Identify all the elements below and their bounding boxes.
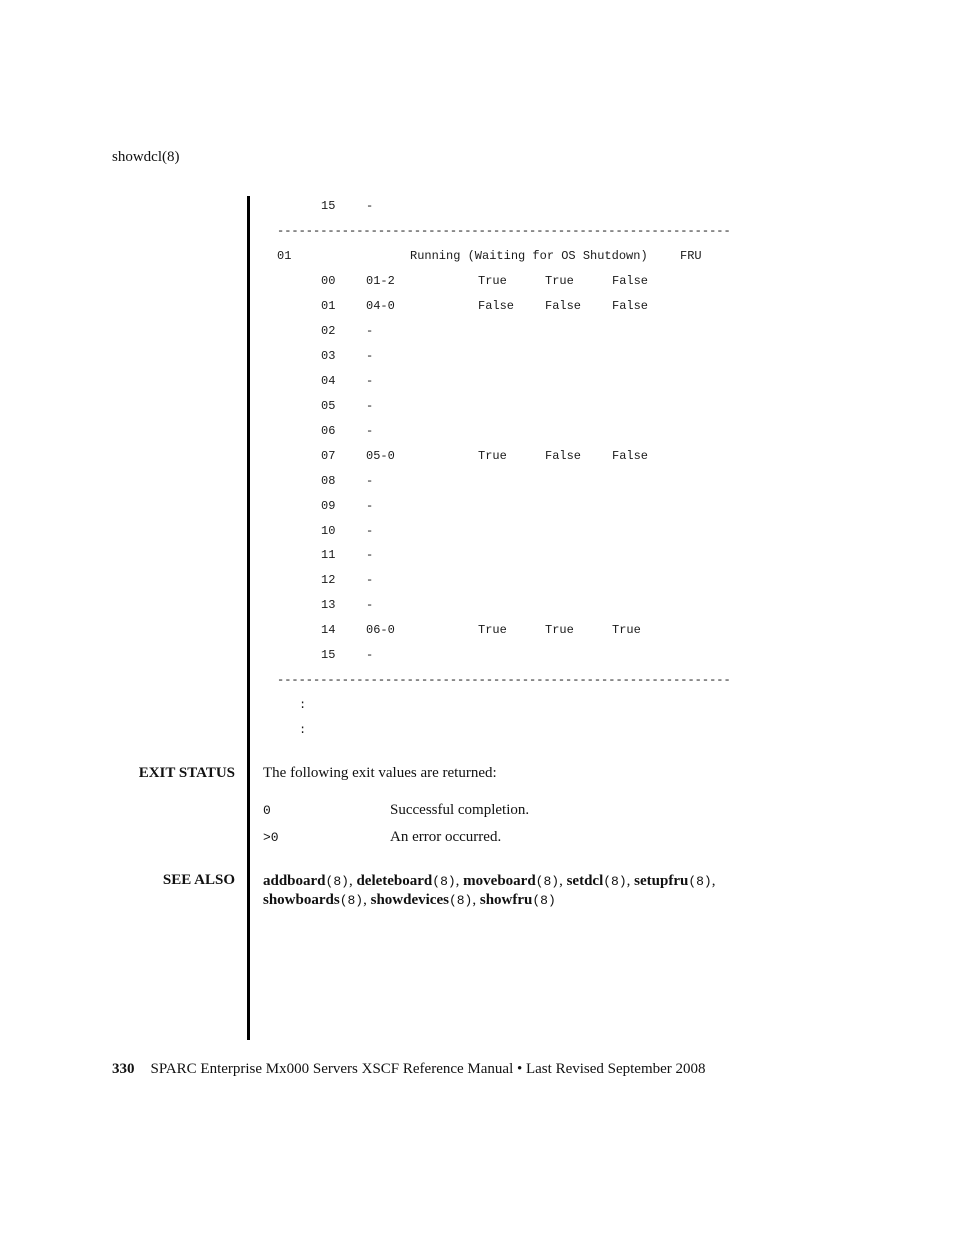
separator-line: --------------------------------------------------------------- (277, 673, 731, 687)
xsb-number: 06-0 (366, 623, 395, 637)
xsb-number: - (366, 524, 374, 538)
xsb-number: - (366, 474, 374, 488)
xsb-number: - (366, 199, 374, 213)
ref-section: (8) (432, 874, 456, 889)
see-also-list (263, 872, 783, 910)
ref-separator: , (363, 892, 371, 908)
assignment-flag: False (612, 299, 649, 313)
lsb-number: 02 (321, 324, 336, 338)
ref-separator: , (472, 892, 480, 908)
domain-status: Running (Waiting for OS Shutdown) (410, 249, 648, 263)
assignment-flag: True (545, 623, 574, 637)
separator-line: --------------------------------------------------------------- (277, 224, 731, 238)
xsb-number: - (366, 598, 374, 612)
ref-link-name[interactable]: showdevices (370, 892, 449, 908)
lsb-number: 07 (321, 449, 336, 463)
xsb-number: - (366, 374, 374, 388)
lsb-number: 08 (321, 474, 336, 488)
ref-section: (8) (535, 874, 560, 889)
domain-config-policy: FRU (680, 249, 702, 263)
ref-link-name[interactable]: moveboard (463, 873, 536, 889)
footer-title: SPARC Enterprise Mx000 Servers XSCF Reference Manual • Last Revised September 2008 (150, 1061, 706, 1077)
ref-separator: , (455, 873, 464, 889)
assignment-flag: False (612, 449, 649, 463)
running-header: showdcl(8) (112, 149, 180, 165)
assignment-flag: False (545, 449, 582, 463)
xsb-number: - (366, 399, 374, 413)
lsb-number: 10 (321, 524, 336, 538)
lsb-number: 13 (321, 598, 336, 612)
xsb-number: - (366, 424, 374, 438)
xsb-number: - (366, 499, 374, 513)
exit-status-intro: The following exit values are returned: (263, 765, 497, 781)
lsb-number: 15 (321, 648, 336, 662)
ref-separator: , (559, 873, 567, 889)
xsb-number: - (366, 648, 374, 662)
ref-link-name[interactable]: setdcl (566, 873, 604, 889)
ref-section: (8) (339, 893, 364, 908)
section-heading-see-also: SEE ALSO (162, 872, 235, 888)
xsb-number: - (366, 324, 374, 338)
section-heading-exit-status: EXIT STATUS (138, 765, 235, 781)
exit-code: 0 (263, 803, 271, 818)
page-footer (112, 1061, 706, 1078)
exit-description: Successful completion. (390, 802, 530, 818)
ref-link-name[interactable]: showboards (263, 892, 340, 908)
lsb-number: 04 (321, 374, 336, 388)
xsb-number: 05-0 (366, 449, 395, 463)
xsb-number: - (366, 349, 374, 363)
ref-link-name[interactable]: showfru (479, 892, 533, 908)
assignment-flag: True (478, 449, 507, 463)
lsb-number: 09 (321, 499, 336, 513)
exit-code: >0 (263, 830, 279, 845)
lsb-number: 11 (321, 548, 336, 562)
lsb-number: 01 (321, 299, 336, 313)
ellipsis-line: : (299, 723, 307, 737)
change-bar (247, 196, 250, 1040)
xsb-number: 01-2 (366, 274, 395, 288)
assignment-flag: False (545, 299, 582, 313)
assignment-flag: True (545, 274, 574, 288)
ref-separator: , (348, 873, 357, 889)
lsb-number: 15 (321, 199, 336, 213)
ellipsis-line: : (299, 698, 307, 712)
assignment-flag: False (478, 299, 515, 313)
lsb-number: 00 (321, 274, 336, 288)
xsb-number: - (366, 548, 374, 562)
lsb-number: 14 (321, 623, 336, 637)
ref-section: (8) (325, 874, 349, 889)
assignment-flag: True (612, 623, 641, 637)
assignment-flag: True (478, 623, 507, 637)
ref-link-name[interactable]: setupfru (634, 873, 689, 889)
ref-section: (8) (448, 893, 473, 908)
ref-section: (8) (532, 893, 556, 908)
domain-id: 01 (277, 249, 292, 263)
assignment-flag: False (612, 274, 649, 288)
xsb-number: 04-0 (366, 299, 395, 313)
ref-section: (8) (688, 874, 712, 889)
ref-separator: , (711, 873, 716, 889)
ref-separator: , (626, 873, 635, 889)
page-number: 330 (112, 1061, 135, 1077)
lsb-number: 05 (321, 399, 336, 413)
lsb-number: 03 (321, 349, 336, 363)
lsb-number: 12 (321, 573, 336, 587)
ref-link-name[interactable]: addboard (263, 873, 326, 889)
assignment-flag: True (478, 274, 507, 288)
ref-section: (8) (603, 874, 627, 889)
exit-description: An error occurred. (390, 829, 502, 845)
lsb-number: 06 (321, 424, 336, 438)
ref-link-name[interactable]: deleteboard (356, 873, 433, 889)
xsb-number: - (366, 573, 374, 587)
